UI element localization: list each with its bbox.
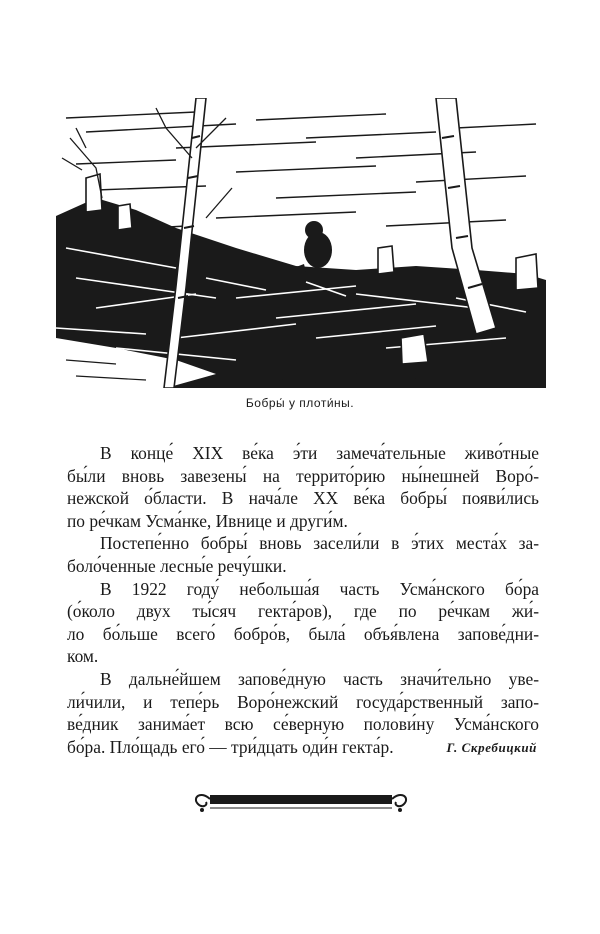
illustration-caption: Бобры́ у плоти́ны. [245,396,355,410]
text-line: бы́ли вновь завезены́ на террито́рию ны́нешней Воро́- [67,465,539,486]
text-line: бо́ра. Пло́щадь его́ — три́дцать оди́н гекта́р. [67,736,394,757]
paragraph-2 [67,532,539,577]
beaver-dam-illustration [56,98,546,388]
text-line: В 1922 году́ небольша́я часть Усма́нского бо́ра [100,578,539,599]
text-line: (о́коло двух ты́сяч гекта́ров), где по ре́чкам жи́- [67,601,539,622]
text-line: ком. [67,646,99,667]
text-line: ве́дник занима́ет всю се́верную полови́ну Усма́нского [67,714,539,735]
text-line: по ре́чкам Усма́нке, Ивнице и други́м. [67,510,348,531]
beaver-figure [288,221,332,272]
text-line: В дальне́йшем запове́дную часть значи́тельно уве- [100,668,539,689]
ornament-divider [192,784,410,818]
text-line: боло́ченные лесны́е речу́шки. [67,555,287,576]
author-signature: Г. Скребицкий [446,740,537,755]
text-line: Постепе́нно бобры́ вновь засели́ли в э́тих места́х за- [100,533,539,554]
text-line: нежской о́бласти. В нача́ле XX ве́ка бобры́ появи́лись [67,488,539,509]
illustration-drawing [56,98,546,388]
text-line: В конце́ XIX ве́ка э́ти замеча́тельные живо́тные [100,443,539,463]
paragraph-1 [67,442,539,532]
text-line: ло бо́льше всего́ бобро́в, была́ объя́влена запове́дни- [67,623,539,644]
ornament-icon [192,784,410,818]
text-line: ли́чили, и тепе́рь Воро́нежский госуда́рственный запо- [67,691,539,712]
paragraph-3 [67,578,539,668]
article-body [67,442,539,758]
